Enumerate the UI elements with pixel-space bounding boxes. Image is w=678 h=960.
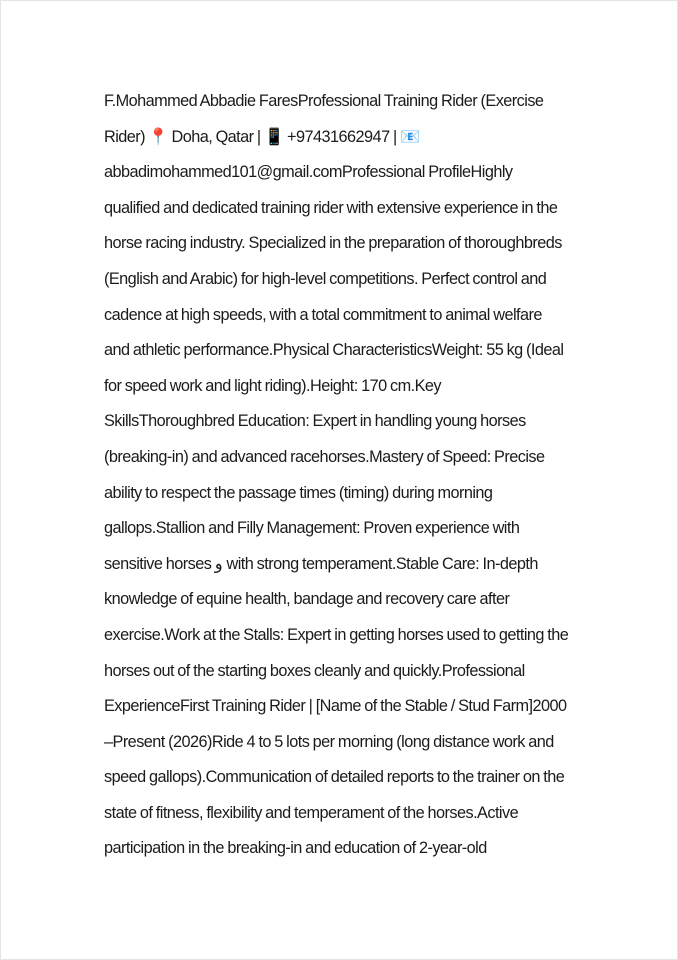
- text-line: (English and Arabic) for high-level competitions. Perfect control and: [104, 269, 547, 288]
- text-line: horse racing industry. Specialized in the preparation of thoroughbreds: [104, 234, 562, 253]
- text-line: ability to respect the passage times (timing) during morning: [104, 483, 493, 502]
- text-line: qualified and dedicated training rider with extensive experience in the: [104, 198, 558, 217]
- text-line: exercise.Work at the Stalls: Expert in getting horses used to getting the: [104, 625, 569, 644]
- text-line: Rider) 📍 Doha, Qatar | 📱 +97431662947 | 📧: [104, 127, 420, 146]
- text-line: (breaking-in) and advanced racehorses.Mastery of Speed: Precise: [104, 447, 545, 466]
- document-body: [104, 88, 584, 871]
- text-line: knowledge of equine health, bandage and recovery care after: [104, 590, 510, 609]
- text-line: horses out of the starting boxes cleanly and quickly.Professional: [104, 661, 525, 680]
- text-line: cadence at high speeds, with a total commitment to animal welfare: [104, 305, 542, 324]
- text-line: F.Mohammed Abbadie FaresProfessional Training Rider (Exercise: [104, 92, 544, 110]
- text-line: speed gallops).Communication of detailed reports to the trainer on the: [104, 768, 565, 787]
- text-line: sensitive horses و with strong temperament.Stable Care: In-depth: [104, 554, 538, 573]
- text-line: state of fitness, flexibility and temperament of the horses.Active: [104, 803, 519, 822]
- text-line: –Present (2026)Ride 4 to 5 lots per morning (long distance work and: [104, 732, 554, 751]
- text-line: for speed work and light riding).Height: 170 cm.Key: [104, 376, 441, 395]
- text-line: SkillsThoroughbred Education: Expert in handling young horses: [104, 412, 526, 431]
- text-line: abbadimohammed101@gmail.comProfessional ProfileHighly: [104, 163, 513, 182]
- text-line: ExperienceFirst Training Rider | [Name of the Stable / Stud Farm]2000: [104, 697, 567, 716]
- text-line: participation in the breaking-in and education of 2-year-old: [104, 839, 487, 858]
- text-line: and athletic performance.Physical CharacteristicsWeight: 55 kg (Ideal: [104, 341, 564, 360]
- text-line: gallops.Stallion and Filly Management: Proven experience with: [104, 519, 520, 538]
